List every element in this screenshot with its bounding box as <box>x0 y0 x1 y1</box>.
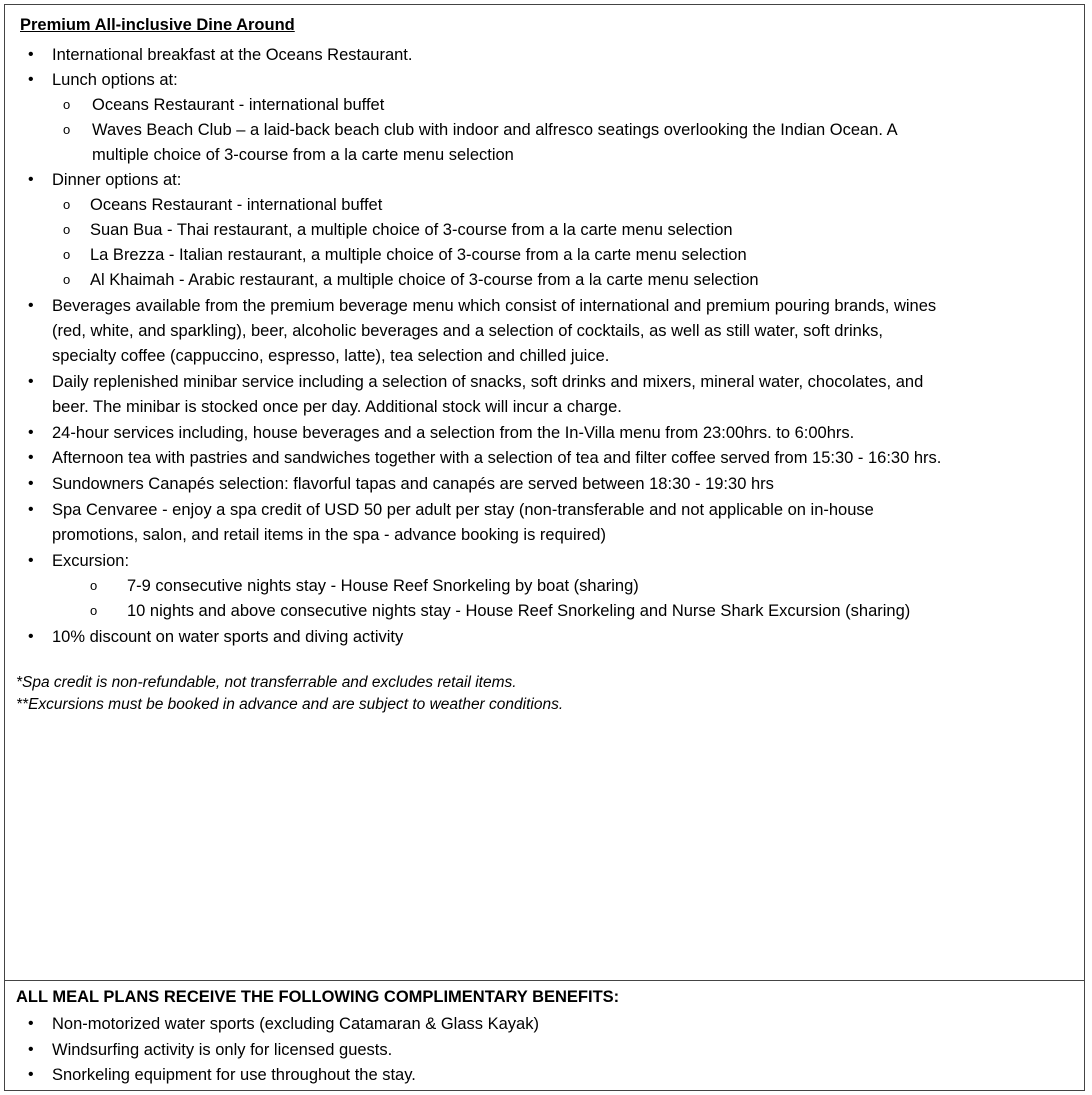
sub-item-dinner-oceans: Oceans Restaurant - international buffet <box>90 196 383 214</box>
sub-bullet-icon: o <box>90 578 98 593</box>
bullet-icon: • <box>28 1015 34 1032</box>
document-frame <box>4 4 1085 1091</box>
sub-bullet-icon: o <box>63 197 71 212</box>
sub-bullet-icon: o <box>63 122 71 137</box>
bullet-icon: • <box>28 475 34 492</box>
premium-section <box>5 5 1084 980</box>
list-item-beverages-cont2: specialty coffee (cappuccino, espresso, latte), tea selection and chilled juice. <box>52 347 610 365</box>
sub-bullet-icon: o <box>63 247 71 262</box>
list-item-sundowners: Sundowners Canapés selection: flavorful tapas and canapés are served between 18:30 - 19:30 hrs <box>52 475 774 493</box>
list-item-watersports: Non-motorized water sports (excluding Catamaran & Glass Kayak) <box>52 1015 539 1033</box>
bullet-icon: • <box>28 628 34 645</box>
bullet-icon: • <box>28 424 34 441</box>
list-item-snorkeling: Snorkeling equipment for use throughout the stay. <box>52 1066 416 1084</box>
bullet-icon: • <box>28 1041 34 1058</box>
complimentary-heading: ALL MEAL PLANS RECEIVE THE FOLLOWING COMPLIMENTARY BENEFITS: <box>16 988 620 1006</box>
sub-item-lunch-waves-cont: multiple choice of 3-course from a la carte menu selection <box>92 146 514 164</box>
bullet-icon: • <box>28 501 34 518</box>
sub-item-dinner-alkhaimah: Al Khaimah - Arabic restaurant, a multiple choice of 3-course from a la carte menu selection <box>90 271 759 289</box>
sub-item-excursion-long: 10 nights and above consecutive nights stay - House Reef Snorkeling and Nurse Shark Excursion (sharing) <box>127 602 911 620</box>
list-item-beverages-cont1: (red, white, and sparkling), beer, alcoholic beverages and a selection of cocktails, as well as still water, soft drinks, <box>52 322 883 340</box>
footnote-excursions: **Excursions must be booked in advance and are subject to weather conditions. <box>16 696 564 713</box>
list-item-spa-cont: promotions, salon, and retail items in the spa - advance booking is required) <box>52 526 606 544</box>
sub-item-lunch-waves: Waves Beach Club – a laid-back beach club with indoor and alfresco seatings overlooking the Indian Ocean. A <box>92 121 898 139</box>
list-item-lunch: Lunch options at: <box>52 71 178 89</box>
bullet-icon: • <box>28 71 34 88</box>
complimentary-section <box>5 980 1084 1090</box>
bullet-icon: • <box>28 373 34 390</box>
list-item-breakfast: International breakfast at the Oceans Restaurant. <box>52 46 413 64</box>
bullet-icon: • <box>28 449 34 466</box>
bullet-icon: • <box>28 552 34 569</box>
list-item-afternoon-tea: Afternoon tea with pastries and sandwiches together with a selection of tea and filter coffee served from 15:30 - 16:30 hrs. <box>52 449 942 467</box>
list-item-excursion: Excursion: <box>52 552 130 570</box>
list-item-minibar-cont: beer. The minibar is stocked once per day. Additional stock will incur a charge. <box>52 398 622 416</box>
sub-item-excursion-short: 7-9 consecutive nights stay - House Reef Snorkeling by boat (sharing) <box>127 577 639 595</box>
footnote-spa: *Spa credit is non-refundable, not transferrable and excludes retail items. <box>16 674 517 691</box>
list-item-beverages: Beverages available from the premium beverage menu which consist of international and premium pouring brands, wines <box>52 297 937 315</box>
premium-heading: Premium All-inclusive Dine Around <box>20 16 295 34</box>
bullet-icon: • <box>28 297 34 314</box>
list-item-24hour: 24-hour services including, house beverages and a selection from the In-Villa menu from 23:00hrs. to 6:00hrs. <box>52 424 855 442</box>
list-item-spa: Spa Cenvaree - enjoy a spa credit of USD 50 per adult per stay (non-transferable and not applicable on in-house <box>52 501 874 519</box>
list-item-dinner: Dinner options at: <box>52 171 182 189</box>
sub-item-dinner-labrezza: La Brezza - Italian restaurant, a multiple choice of 3-course from a la carte menu selection <box>90 246 747 264</box>
list-item-windsurfing: Windsurfing activity is only for licensed guests. <box>52 1041 393 1059</box>
list-item-minibar: Daily replenished minibar service including a selection of snacks, soft drinks and mixers, mineral water, chocolates, and <box>52 373 924 391</box>
bullet-icon: • <box>28 46 34 63</box>
sub-item-dinner-suanbua: Suan Bua - Thai restaurant, a multiple choice of 3-course from a la carte menu selection <box>90 221 733 239</box>
sub-bullet-icon: o <box>90 603 98 618</box>
sub-item-lunch-oceans: Oceans Restaurant - international buffet <box>92 96 385 114</box>
sub-bullet-icon: o <box>63 272 71 287</box>
bullet-icon: • <box>28 1066 34 1083</box>
sub-bullet-icon: o <box>63 97 71 112</box>
bullet-icon: • <box>28 171 34 188</box>
sub-bullet-icon: o <box>63 222 71 237</box>
list-item-discount: 10% discount on water sports and diving activity <box>52 628 404 646</box>
